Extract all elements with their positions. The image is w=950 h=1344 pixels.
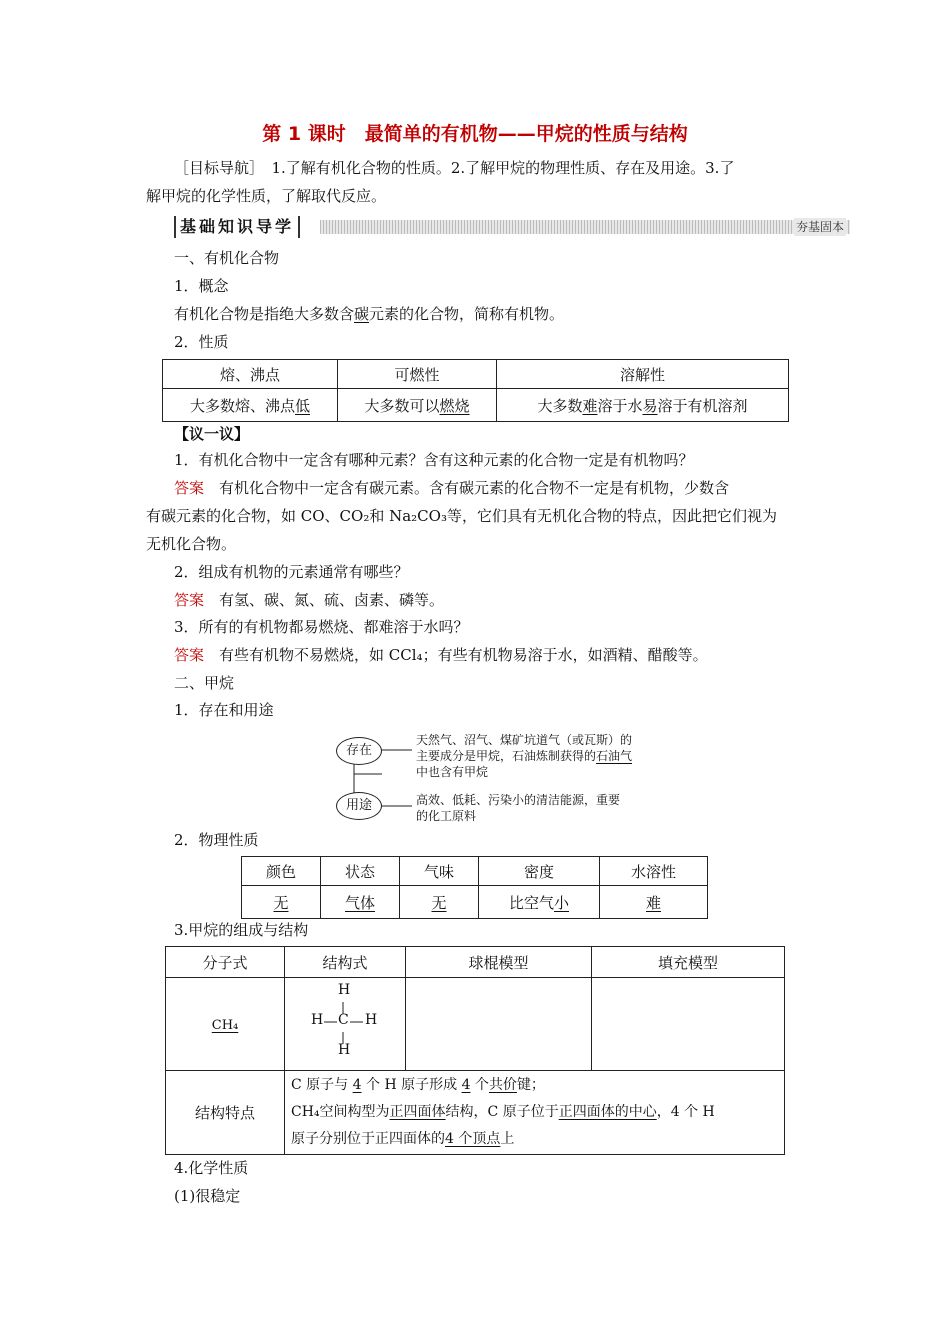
bond-lines <box>285 978 405 1070</box>
question-3: 3．所有的有机物都易燃烧、都难溶于水吗？ <box>174 618 469 636</box>
exist-heading: 1．存在和用途 <box>174 701 274 719</box>
table-cell: CH₄ <box>166 978 285 1071</box>
goal-line-1: ［目标导航］ 1.了解有机化合物的性质。2.了解甲烷的物理性质、存在及用途。3.了 <box>174 159 735 177</box>
table-cell: 大多数难溶于水易溶于有机溶剂 <box>497 389 789 422</box>
question-2: 2．组成有机物的元素通常有哪些？ <box>174 563 409 581</box>
table-header: 填充模型 <box>592 947 785 978</box>
answer-1-line-2: 有碳元素的化合物，如 CO、CO₂和 Na₂CO₃等，它们具有无机化合物的特点，因此把它们视为 <box>146 507 777 525</box>
node-use: 用途 <box>336 792 382 820</box>
question-1: 1．有机化合物中一定含有哪种元素？含有这种元素的化合物一定是有机物吗？ <box>174 451 694 469</box>
answer-label: 答案 <box>174 646 205 664</box>
structure-table <box>165 946 785 1155</box>
answer-1-line-3: 无机化合物。 <box>146 535 237 553</box>
section-banner <box>174 216 850 238</box>
table-cell: 气体 <box>321 886 400 919</box>
answer-label: 答案 <box>174 479 205 497</box>
table-header: 气味 <box>400 857 479 886</box>
table-cell: 无 <box>400 886 479 919</box>
property-table <box>162 359 789 422</box>
table-cell: 大多数熔、沸点低 <box>163 389 338 422</box>
exist-text-3: 中也含有甲烷 <box>416 765 489 779</box>
exist-text-2: 主要成分是甲烷，石油炼制获得的石油气 <box>416 749 633 763</box>
use-text-2: 的化工原料 <box>416 809 477 823</box>
chem-item-1: (1)很稳定 <box>174 1187 241 1205</box>
table-cell: 大多数可以燃烧 <box>338 389 497 422</box>
feature-cell: C 原子与 4 个 H 原子形成 4 个共价键； CH₄空间构型为正四面体结构，C 原子位于正四面体的中心，4 个 H 原子分别位于正四面体的4 个顶点上 <box>285 1071 785 1155</box>
chem-heading: 4.化学性质 <box>174 1159 249 1177</box>
answer-label: 答案 <box>174 591 205 609</box>
answer-3: 答案 有些有机物不易燃烧，如 CCl₄；有些有机物易溶于水，如酒精、醋酸等。 <box>174 646 708 664</box>
concept-heading: 1．概念 <box>174 277 229 295</box>
table-cell: 无 <box>242 886 321 919</box>
physical-property-table <box>241 856 708 919</box>
discuss-heading: 【议一议】 <box>174 425 250 443</box>
table-header: 分子式 <box>166 947 285 978</box>
table-header: 熔、沸点 <box>163 360 338 389</box>
structural-formula: H H H H C <box>285 978 406 1071</box>
ball-stick-model-cell <box>406 978 592 1071</box>
struct-heading: 3.甲烷的组成与结构 <box>174 921 309 939</box>
banner-bar <box>320 220 850 234</box>
table-header: 颜色 <box>242 857 321 886</box>
answer-2: 答案 有氢、碳、氮、硫、卤素、磷等。 <box>174 591 445 609</box>
use-text-1: 高效、低耗、污染小的清洁能源，重要 <box>416 793 621 807</box>
goal-line-2: 解甲烷的化学性质，了解取代反应。 <box>146 187 387 205</box>
table-header: 密度 <box>479 857 600 886</box>
table-cell: 结构特点 <box>166 1071 285 1155</box>
s2-heading: 二、甲烷 <box>174 674 235 692</box>
table-header: 结构式 <box>285 947 406 978</box>
table-header: 球棍模型 <box>406 947 592 978</box>
table-header: 水溶性 <box>600 857 708 886</box>
exist-text-1: 天然气、沼气、煤矿坑道气（或瓦斯）的 <box>416 733 633 747</box>
concept-text: 有机化合物是指绝大多数含碳元素的化合物，简称有机物。 <box>174 305 565 323</box>
exist-use-diagram <box>334 728 654 828</box>
phys-heading: 2．物理性质 <box>174 831 259 849</box>
table-cell: 难 <box>600 886 708 919</box>
page-title: 第 1 课时 最简单的有机物——甲烷的性质与结构 <box>262 123 688 145</box>
banner-title: 基础知识导学 <box>174 216 300 238</box>
s1-heading: 一、有机化合物 <box>174 249 280 267</box>
table-header: 溶解性 <box>497 360 789 389</box>
table-cell: 比空气小 <box>479 886 600 919</box>
table-header: 状态 <box>321 857 400 886</box>
table-header: 可燃性 <box>338 360 497 389</box>
node-exist: 存在 <box>336 737 382 765</box>
property-heading: 2．性质 <box>174 333 229 351</box>
answer-blank: 碳 <box>354 305 370 323</box>
answer-1-line-1: 答案 有机化合物中一定含有碳元素。含有碳元素的化合物不一定是有机物，少数含 <box>174 479 730 497</box>
banner-tag: 夯基固本 <box>795 220 844 234</box>
space-filling-model-cell <box>592 978 785 1071</box>
